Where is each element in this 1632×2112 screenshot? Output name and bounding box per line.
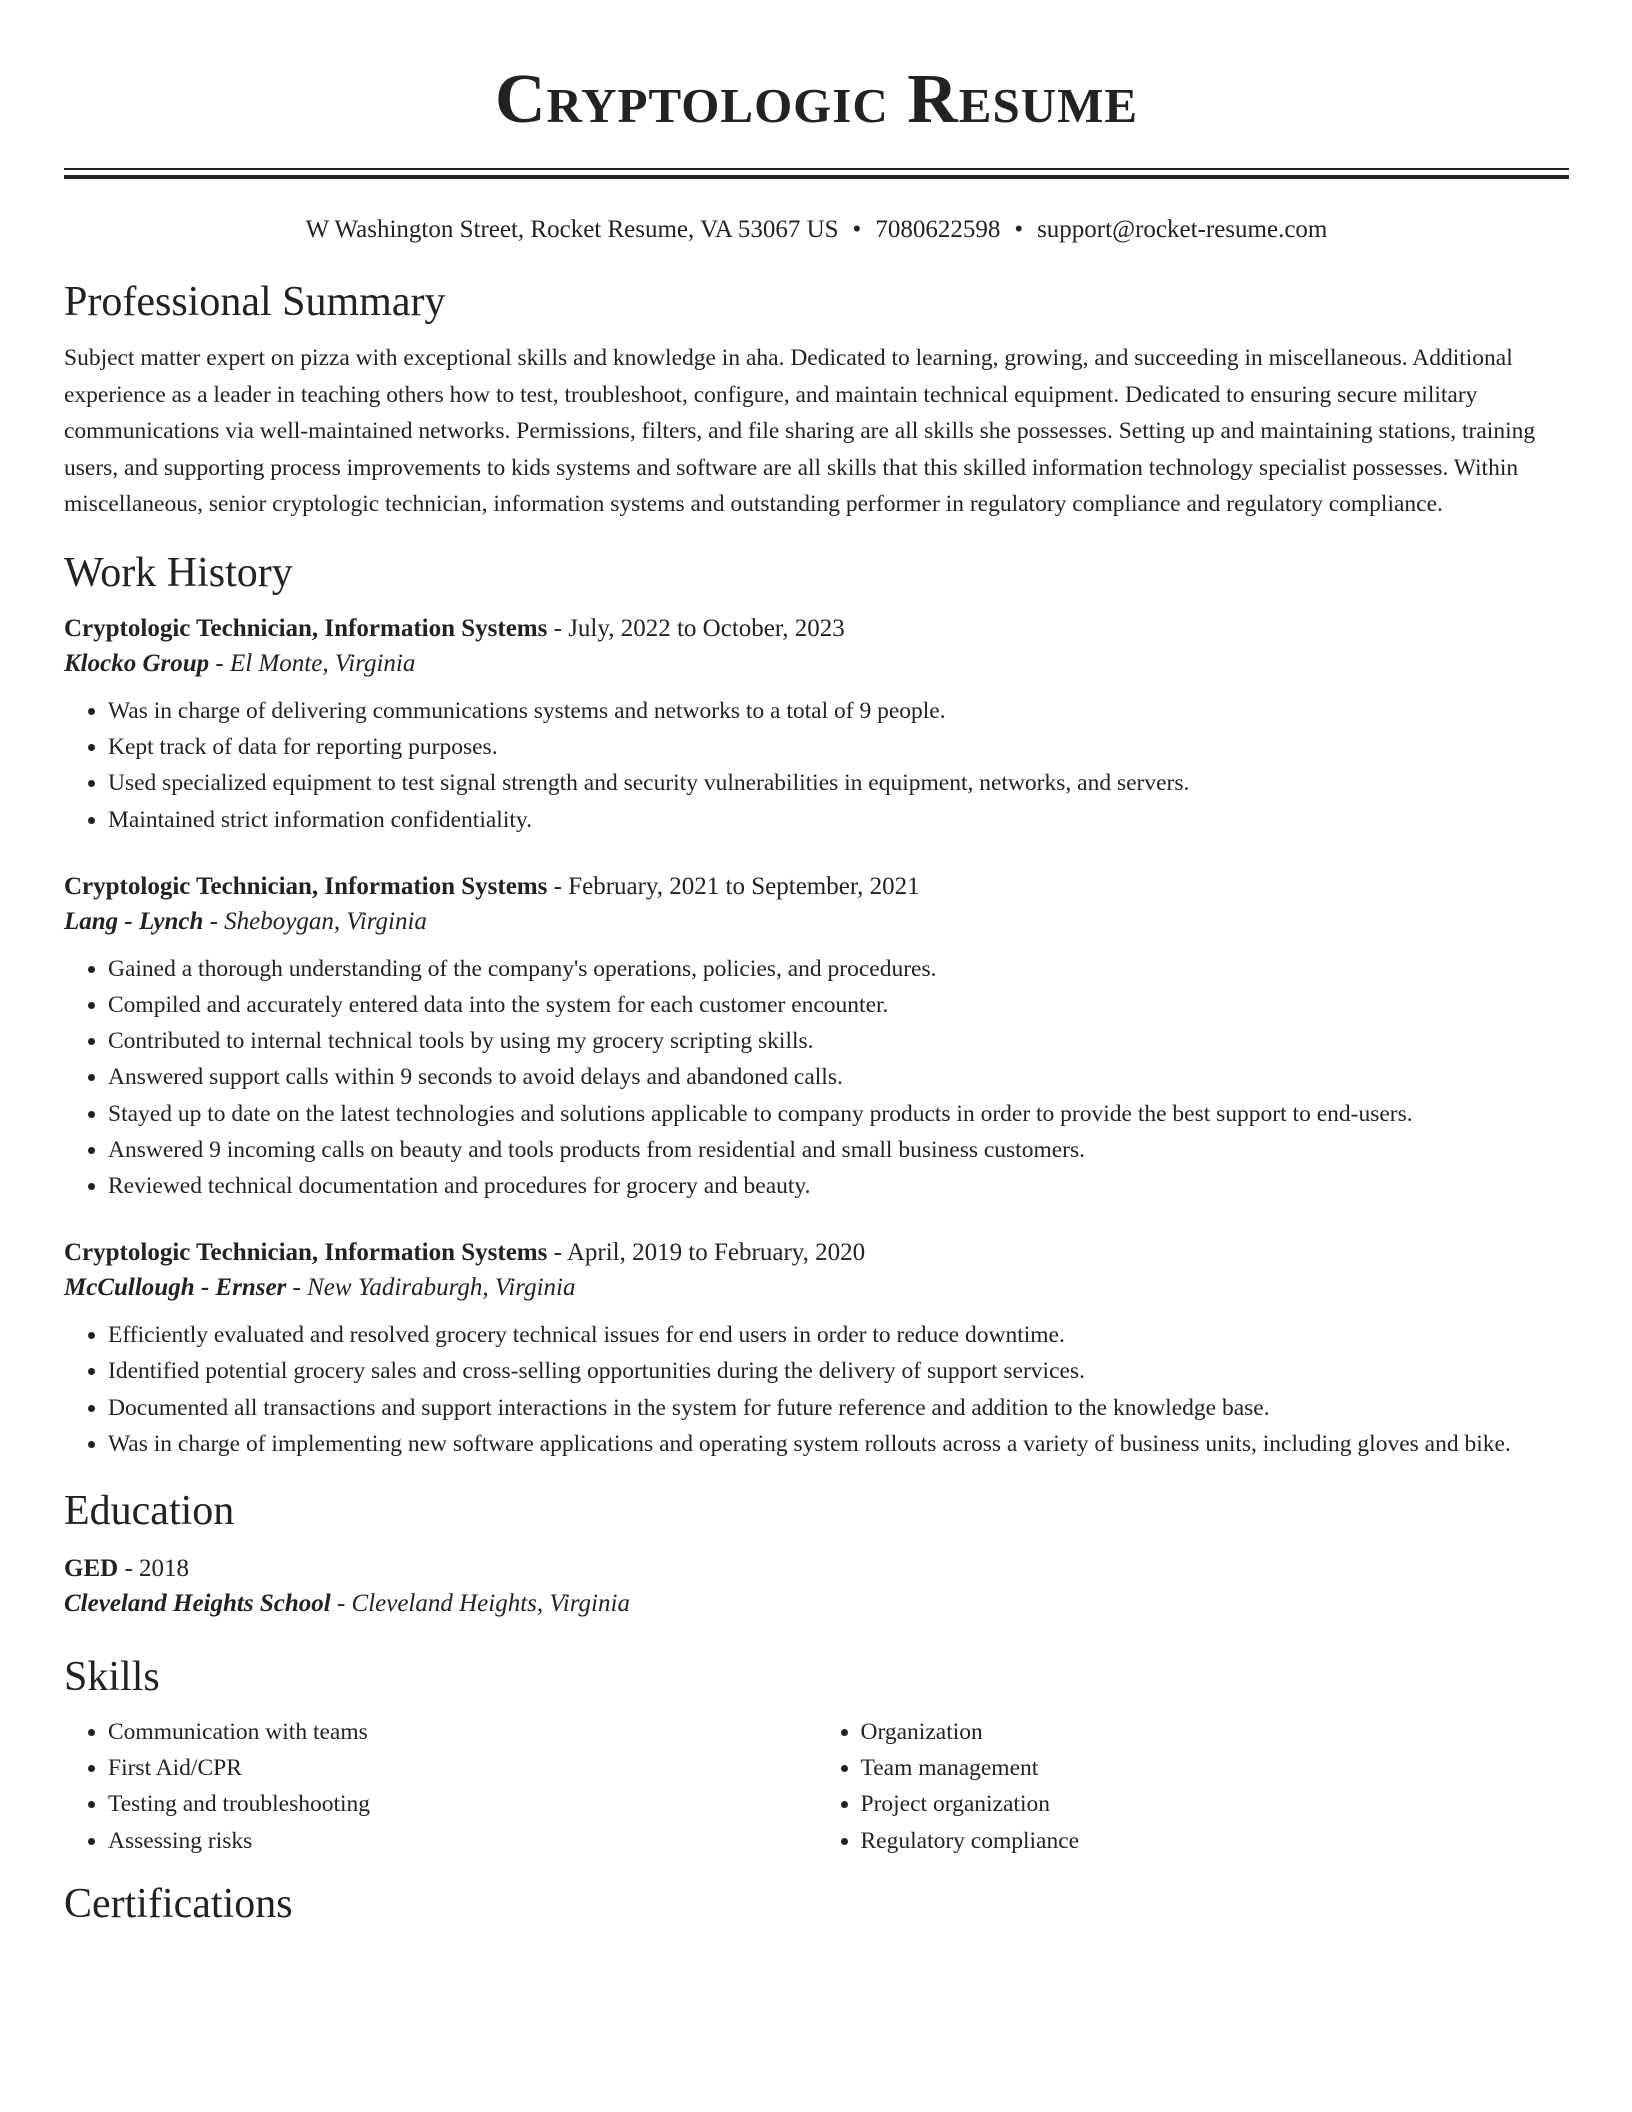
job-entry — [64, 612, 1569, 838]
skill-item: • Testing and troubleshooting — [108, 1786, 817, 1822]
skill-item: • Regulatory compliance — [861, 1823, 1570, 1859]
title-divider-thin — [64, 168, 1569, 170]
company-line — [64, 646, 1569, 682]
company-line — [64, 904, 1569, 940]
job-entry — [64, 1236, 1569, 1462]
job-dates: July, 2022 to October, 2023 — [568, 614, 845, 642]
summary-text: Subject matter expert on pizza with exceptional skills and knowledge in aha. Dedicated to learning, growing, and succeeding in miscellaneous. Additional experience as a leader in teaching others how to test, troubleshoot, configure, and maintain technical equipment. Dedicated to ensuring secure military communications via well-maintained networks. Permissions, filters, and file sharing are all skills she possesses. Setting up and maintaining stations, training users, and supporting process improvements to kids systems and software are all skills that this skilled information technology specialist possesses. Within miscellaneous, senior cryptologic technician, information systems and outstanding performer in regulatory compliance and regulatory compliance. — [64, 345, 1536, 518]
school-name: Cleveland Heights School — [64, 1590, 331, 1618]
job-bullets — [64, 951, 1569, 1204]
job-bullet: • Contributed to internal technical tools by using my grocery scripting skills. — [108, 1023, 1569, 1059]
degree-dash: - — [118, 1555, 140, 1583]
job-bullet: • Answered support calls within 9 seconds to avoid delays and abandoned calls. — [108, 1059, 1569, 1095]
job-dates: February, 2021 to September, 2021 — [568, 872, 920, 900]
summary-heading: Professional Summary — [64, 279, 446, 325]
job-title-line — [64, 870, 1569, 904]
title-divider-thick — [64, 175, 1569, 179]
skill-item: • First Aid/CPR — [108, 1750, 817, 1786]
skill-item: • Assessing risks — [108, 1823, 817, 1859]
job-bullet: • Stayed up to date on the latest technologies and solutions applicable to company products in order to provide the best support to end-users. — [108, 1096, 1569, 1132]
job-bullet: • Reviewed technical documentation and procedures for grocery and beauty. — [108, 1168, 1569, 1204]
skills-column-right — [817, 1714, 1570, 1859]
job-dash: - — [547, 614, 569, 642]
resume-page — [64, 0, 1569, 1929]
degree-line — [64, 1552, 1569, 1586]
skills-list — [64, 1714, 1569, 1859]
job-title-line — [64, 612, 1569, 646]
school-location: Cleveland Heights, Virginia — [351, 1590, 630, 1618]
contact-address: W Washington Street, Rocket Resume, VA 53067 US — [305, 216, 839, 243]
company-name: Lang - Lynch — [64, 907, 204, 935]
skills-heading: Skills — [64, 1654, 160, 1701]
education-entry — [64, 1552, 1569, 1622]
company-location: Sheboygan, Virginia — [224, 907, 427, 935]
contact-separator: • — [852, 216, 862, 243]
job-bullets — [64, 1317, 1569, 1462]
job-bullet: • Maintained strict information confidentiality. — [108, 802, 1569, 838]
job-entry — [64, 870, 1569, 1204]
job-bullet: • Efficiently evaluated and resolved grocery technical issues for end users in order to reduce downtime. — [108, 1317, 1569, 1353]
job-bullet: • Was in charge of implementing new software applications and operating system rollouts across a variety of business units, including gloves and bike. — [108, 1426, 1569, 1462]
job-title: Cryptologic Technician, Information Systems — [64, 872, 548, 900]
work-history-heading: Work History — [64, 549, 293, 596]
degree: GED — [64, 1555, 119, 1583]
job-bullet: • Identified potential grocery sales and cross-selling opportunities during the delivery of support services. — [108, 1353, 1569, 1389]
company-location: New Yadiraburgh, Virginia — [307, 1274, 576, 1302]
company-name: McCullough - Ernser — [64, 1274, 287, 1302]
skill-item: • Organization — [861, 1714, 1570, 1750]
contact-email: support@rocket-resume.com — [1037, 216, 1328, 243]
job-dash: - — [547, 872, 569, 900]
company-name: Klocko Group — [64, 649, 210, 677]
job-bullet: • Answered 9 incoming calls on beauty and tools products from residential and small business customers. — [108, 1132, 1569, 1168]
job-bullet: • Used specialized equipment to test signal strength and security vulnerabilities in equipment, networks, and servers. — [108, 765, 1569, 801]
skill-item: • Communication with teams — [108, 1714, 817, 1750]
education-heading: Education — [64, 1488, 235, 1535]
school-dash: - — [330, 1590, 352, 1618]
job-title: Cryptologic Technician, Information Systems — [64, 1239, 548, 1267]
job-dates: April, 2019 to February, 2020 — [566, 1239, 866, 1267]
school-line — [64, 1586, 1569, 1622]
contact-separator: • — [1014, 216, 1024, 243]
company-dash: - — [209, 649, 230, 677]
company-dash: - — [286, 1274, 308, 1302]
skill-item: • Team management — [861, 1750, 1570, 1786]
job-bullet: • Kept track of data for reporting purposes. — [108, 729, 1569, 765]
company-dash: - — [203, 907, 225, 935]
job-bullet: • Compiled and accurately entered data into the system for each customer encounter. — [108, 987, 1569, 1023]
contact-phone: 7080622598 — [875, 216, 1001, 243]
degree-year: 2018 — [139, 1555, 190, 1583]
job-bullet: • Was in charge of delivering communications systems and networks to a total of 9 people. — [108, 693, 1569, 729]
skill-item: • Project organization — [861, 1786, 1570, 1822]
resume-title: Cryptologic Resume — [494, 61, 1139, 138]
job-bullets — [64, 693, 1569, 838]
company-location: El Monte, Virginia — [229, 649, 416, 677]
job-title: Cryptologic Technician, Information Systems — [64, 614, 548, 642]
company-line — [64, 1270, 1569, 1306]
job-bullet: • Gained a thorough understanding of the company's operations, policies, and procedures. — [108, 951, 1569, 987]
contact-line — [64, 215, 1569, 245]
skills-column-left — [64, 1714, 817, 1859]
job-bullet: • Documented all transactions and support interactions in the system for future reference and addition to the knowledge base. — [108, 1390, 1569, 1426]
job-dash: - — [547, 1239, 567, 1267]
job-title-line — [64, 1236, 1569, 1270]
certifications-heading: Certifications — [64, 1880, 293, 1927]
